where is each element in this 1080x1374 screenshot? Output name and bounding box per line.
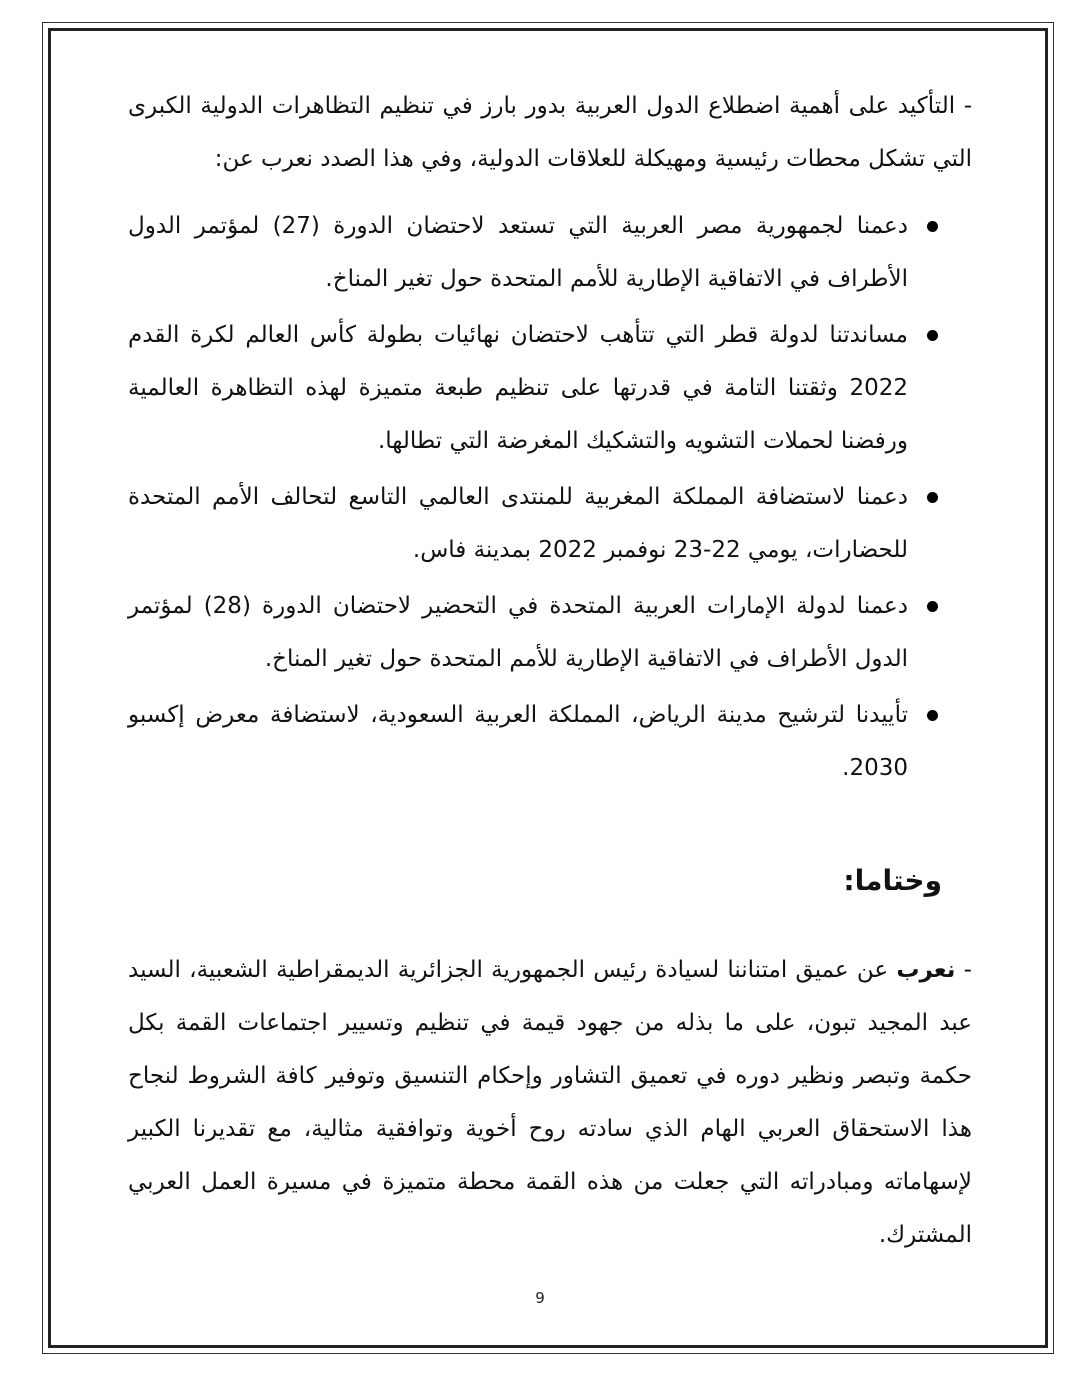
list-item	[128, 200, 972, 309]
conclusion-paragraph	[128, 944, 972, 1262]
conclusion-heading: وختاما:	[843, 864, 942, 897]
intro-paragraph: - التأكيد على أهمية اضطلاع الدول العربية بدور بارز في تنظيم التظاهرات الدولية الكبرى التي تشكل محطات رئيسية ومهيكلة للعلاقات الدولية، وفي هذا الصدد نعرب عن:	[128, 93, 972, 172]
list-item	[128, 309, 972, 471]
conclusion-lead-word: نعرب	[896, 957, 956, 983]
list-item	[128, 580, 972, 689]
list-item-text: تأييدنا لترشيح مدينة الرياض، المملكة العربية السعودية، لاستضافة معرض إكسبو 2030.	[128, 702, 908, 781]
bullet-dot-icon	[927, 601, 938, 612]
document-body	[128, 80, 972, 1262]
list-item-text: دعمنا لدولة الإمارات العربية المتحدة في التحضير لاحتضان الدورة (28) لمؤتمر الدول الأطراف في الاتفاقية الإطارية للأمم المتحدة حول تغير المناخ.	[128, 593, 908, 672]
list-item-text: مساندتنا لدولة قطر التي تتأهب لاحتضان نهائيات بطولة كأس العالم لكرة القدم 2022 وثقتنا التامة في قدرتها على تنظيم طبعة متميزة لهذه التظاهرة العالمية ورفضنا لحملات التشويه والتشكيك المغرضة التي تطالها.	[128, 322, 908, 454]
bullet-dot-icon	[927, 330, 938, 341]
list-item	[128, 471, 972, 580]
bullet-dot-icon	[927, 710, 938, 721]
list-item-text: دعمنا لاستضافة المملكة المغربية للمنتدى العالمي التاسع لتحالف الأمم المتحدة للحضارات، يومي 22-23 نوفمبر 2022 بمدينة فاس.	[128, 484, 908, 563]
conclusion-text: عن عميق امتناننا لسيادة رئيس الجمهورية الجزائرية الديمقراطية الشعبية، السيد عبد المجيد تبون، على ما بذله من جهود قيمة في تنظيم وتسيير اجتماعات القمة بكل حكمة وتبصر ونظير دوره في تعميق التشاور وإحكام التنسيق وتوفير كافة الشروط لنجاح هذا الاستحقاق العربي الهام الذي سادته روح أخوية وتوافقية مثالية، مع تقديرنا الكبير لإسهاماته ومبادراته التي جعلت من هذه القمة محطة متميزة في مسيرة العمل العربي المشترك.	[128, 957, 972, 1248]
bullet-dot-icon	[927, 221, 938, 232]
bullet-list	[128, 200, 972, 798]
page-number: 9	[535, 1289, 545, 1307]
list-item-text: دعمنا لجمهورية مصر العربية التي تستعد لاحتضان الدورة (27) لمؤتمر الدول الأطراف في الاتفاقية الإطارية للأمم المتحدة حول تغير المناخ.	[128, 213, 908, 292]
conclusion-prefix: -	[955, 957, 972, 983]
list-item	[128, 689, 972, 798]
bullet-dot-icon	[927, 492, 938, 503]
